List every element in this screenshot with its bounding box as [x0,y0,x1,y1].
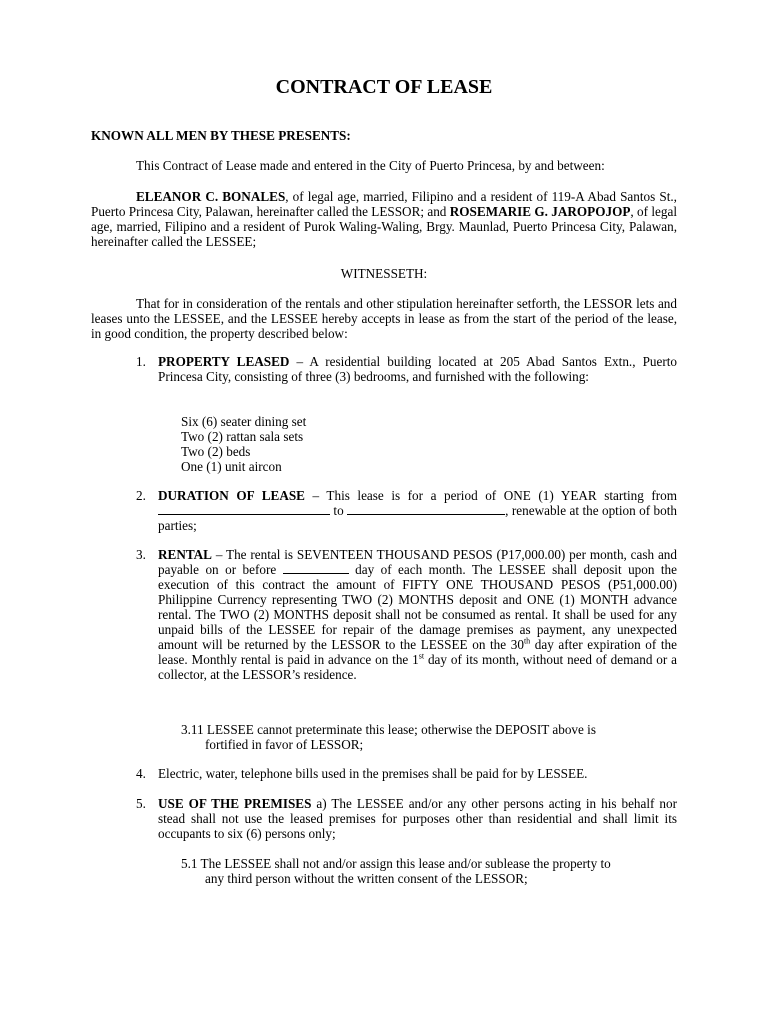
intro-text: This Contract of Lease made and entered in the City of Puerto Princesa, by and between: [136,158,605,173]
witnesseth-heading: WITNESSETH: [340,266,428,281]
item-number: 5. [136,796,146,811]
item-heading: PROPERTY LEASED [158,354,290,369]
item-use-of-premises [136,796,677,841]
consideration-text: That for in consideration of the rentals and other stipulation hereinafter setforth, the LESSOR lets and leases unto the LESSEE, and the LESSEE hereby accepts in lease as from the start of the period of the lease, in good condition, the property described below: [91,296,677,341]
sub-item-line: 3.11 LESSEE cannot preterminate this lease; otherwise the DEPOSIT above is [181,722,596,737]
item-property-leased [136,354,677,384]
lessor-name: ELEANOR C. BONALES [136,189,286,204]
lessor-text: , of legal age, married, Filipino and a resident of 119-A Abad Santos St., Puerto Princesa City, Palawan, hereinafter called the LESSOR; and [91,189,677,219]
parties-paragraph [91,189,677,249]
list-item: One (1) unit aircon [181,459,282,474]
document-title: CONTRACT OF LEASE [275,76,493,98]
item-duration-of-lease [136,488,677,533]
lessee-name: ROSEMARIE G. JAROPOJOP [449,204,631,219]
item-text: to [330,503,348,518]
item-text: Electric, water, telephone bills used in the premises shall be paid for by LESSEE. [158,766,588,781]
consideration-paragraph [91,296,677,341]
lessee-text: , of legal age, married, Filipino and a resident of Purok Waling-Waling, Brgy. Maunlad, Puerto Princesa City, Palawan, hereinafter called the LESSEE; [91,204,677,249]
end-date-blank[interactable] [347,503,505,515]
item-text: day after expiration of the lease. Monthly rental is paid in advance on the 1 [158,637,677,667]
item-text: – The rental is SEVENTEEN THOUSAND PESOS (P17,000.00) per month, cash and payable on or before [158,547,677,577]
item-text: a) The LESSEE and/or any other persons acting in his behalf nor stead shall not use the leased premises for purposes other than residential and shall limit its occupants to six (6) persons only; [158,796,677,841]
list-item: Six (6) seater dining set [181,414,307,429]
ordinal-suffix: th [523,636,531,646]
item-heading: USE OF THE PREMISES [158,796,312,811]
item-number: 3. [136,547,146,562]
item-number: 1. [136,354,146,369]
item-text: day of each month. The LESSEE shall deposit upon the execution of this contract the amount of FIFTY ONE THOUSAND PESOS (P51,000.00) Philippine Currency representing TWO (2) MONTHS deposit and ONE (1) MONTH advance rental. The TWO (2) MONTHS deposit shall not be consumed as rental. It shall be used for any unpaid bills of the LESSEE for repair of the damage premises as payment, any unexpected amount will be returned by the LESSOR to the LESSEE on the 30 [158,562,678,652]
item-3-11 [181,722,681,752]
known-all-men-heading: KNOWN ALL MEN BY THESE PRESENTS: [91,128,351,143]
item-text: – This lease is for a period of ONE (1) YEAR starting from [304,488,677,503]
item-heading: RENTAL [158,547,212,562]
item-rental [136,547,677,682]
list-item: Two (2) rattan sala sets [181,429,304,444]
item-number: 2. [136,488,146,503]
ordinal-suffix: st [418,651,425,661]
item-number: 4. [136,766,146,781]
item-utility-bills [136,766,677,781]
sub-item-line: fortified in favor of LESSOR; [205,737,364,752]
item-5-1 [181,856,681,886]
item-text: day of its month, without need of demand or a collector, at the LESSOR’s residence. [158,652,677,682]
list-item: Two (2) beds [181,444,251,459]
item-text: , renewable at the option of both parties; [158,503,677,533]
furnishings-list [181,414,306,474]
intro-paragraph [91,158,677,173]
item-heading: DURATION OF LEASE [158,488,305,503]
item-text: – A residential building located at 205 Abad Santos Extn., Puerto Princesa City, consisting of three (3) bedrooms, and furnished with the following: [158,354,677,384]
sub-item-line: any third person without the written consent of the LESSOR; [205,871,528,886]
payment-day-blank[interactable] [283,562,349,574]
start-date-blank[interactable] [158,503,330,515]
sub-item-line: 5.1 The LESSEE shall not and/or assign this lease and/or sublease the property to [181,856,611,871]
